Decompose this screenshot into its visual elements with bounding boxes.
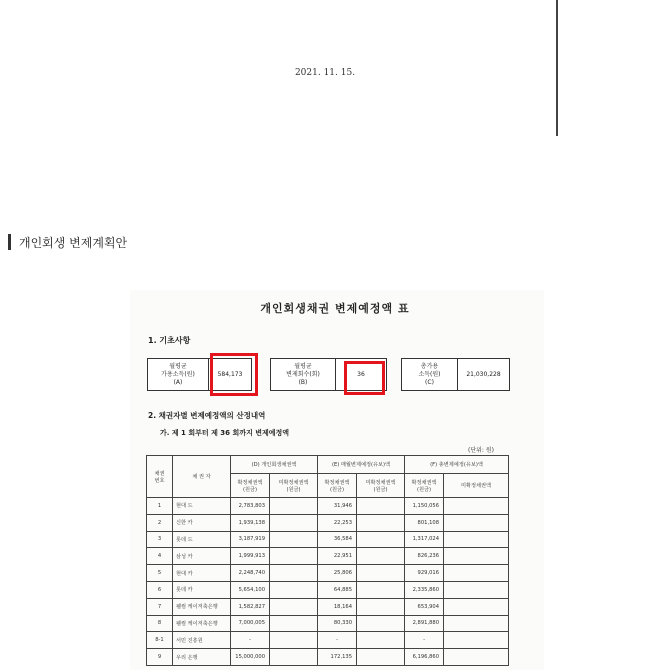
box-b-value: 36	[357, 371, 365, 378]
box-a-label-2: 가용소득(원)	[161, 370, 195, 378]
row-e-confirmed: 36,584	[318, 531, 357, 548]
sub-header-d-unconfirmed: 미확정채권액 (원금)	[270, 474, 318, 498]
row-e-unconfirmed	[357, 632, 405, 649]
sub-header-d-confirmed: 확정채권액 (원금)	[231, 474, 270, 498]
row-e-confirmed: 22,253	[318, 514, 357, 531]
box-b-label	[271, 359, 336, 390]
row-d-unconfirmed	[270, 598, 318, 615]
row-e-unconfirmed	[357, 514, 405, 531]
row-d-confirmed: 2,248,740	[231, 565, 270, 582]
row-e-confirmed: 64,885	[318, 581, 357, 598]
row-f-confirmed: 653,904	[405, 598, 444, 615]
row-f-unconfirmed	[444, 498, 509, 515]
row-creditor: 롯데 카	[173, 581, 231, 598]
row-f-unconfirmed	[444, 649, 509, 666]
row-f-confirmed: 826,236	[405, 548, 444, 565]
row-creditor: 현대 카	[173, 565, 231, 582]
sub-heading: 가. 제 1 회부터 제 36 회까지 변제예정액	[160, 429, 289, 437]
row-e-confirmed: 18,164	[318, 598, 357, 615]
box-total-income	[401, 358, 510, 391]
box-c-label-2: 소득(원)	[418, 370, 441, 378]
row-f-unconfirmed	[444, 615, 509, 632]
box-b-label-1: 월평균	[294, 362, 312, 370]
row-e-unconfirmed	[357, 649, 405, 666]
row-e-unconfirmed	[357, 498, 405, 515]
table-row	[147, 632, 509, 649]
row-d-confirmed: -	[231, 632, 270, 649]
row-d-unconfirmed	[270, 548, 318, 565]
row-e-unconfirmed	[357, 548, 405, 565]
row-d-unconfirmed	[270, 649, 318, 666]
box-c-label-1: 총가용	[420, 362, 439, 370]
row-f-confirmed: 801,108	[405, 514, 444, 531]
row-e-confirmed: 25,806	[318, 565, 357, 582]
row-d-unconfirmed	[270, 581, 318, 598]
row-d-unconfirmed	[270, 565, 318, 582]
row-no: 6	[147, 581, 173, 598]
sub-header-f-confirmed: 확정채권액 (원금)	[405, 474, 444, 498]
row-f-confirmed: 929,016	[405, 565, 444, 582]
section-marker	[8, 234, 11, 250]
box-c-label	[402, 359, 458, 390]
row-d-unconfirmed	[270, 498, 318, 515]
table-row	[147, 531, 509, 548]
row-f-unconfirmed	[444, 514, 509, 531]
group-header-f: (F) 총변제예정(유보)액	[405, 456, 509, 474]
row-f-unconfirmed	[444, 581, 509, 598]
row-e-confirmed: 22,951	[318, 548, 357, 565]
row-creditor: 삼성 카	[173, 548, 231, 565]
row-e-unconfirmed	[357, 598, 405, 615]
row-f-confirmed: 1,317,024	[405, 531, 444, 548]
sub-header-e-confirmed: 확정채권액 (원금)	[318, 474, 357, 498]
row-e-confirmed: 172,135	[318, 649, 357, 666]
repayment-table	[146, 455, 509, 666]
row-f-unconfirmed	[444, 548, 509, 565]
table-row	[147, 615, 509, 632]
row-creditor: 서민 진흥원	[173, 632, 231, 649]
box-a-label	[148, 359, 209, 390]
row-f-confirmed: 2,335,860	[405, 581, 444, 598]
row-f-unconfirmed	[444, 565, 509, 582]
highlight-box-b	[344, 361, 385, 395]
row-d-confirmed: 2,783,803	[231, 498, 270, 515]
row-f-unconfirmed	[444, 598, 509, 615]
box-a-value: 584,173	[217, 371, 243, 378]
row-f-confirmed: 6,196,860	[405, 649, 444, 666]
row-creditor: 우리 은행	[173, 649, 231, 666]
row-no: 4	[147, 548, 173, 565]
row-no: 5	[147, 565, 173, 582]
table-row	[147, 514, 509, 531]
row-d-confirmed: 5,654,100	[231, 581, 270, 598]
row-d-unconfirmed	[270, 632, 318, 649]
row-no: 7	[147, 598, 173, 615]
row-no: 8	[147, 615, 173, 632]
row-d-confirmed: 1,582,827	[231, 598, 270, 615]
row-no: 8-1	[147, 632, 173, 649]
row-no: 1	[147, 498, 173, 515]
page-edge-line	[556, 0, 558, 136]
section-title: 개인회생 변제계획안	[19, 235, 128, 250]
table-row	[147, 565, 509, 582]
box-b-label-2: 변제회수(회)	[286, 370, 320, 378]
row-e-confirmed: 80,330	[318, 615, 357, 632]
row-d-confirmed: 1,939,138	[231, 514, 270, 531]
row-d-unconfirmed	[270, 615, 318, 632]
row-no: 3	[147, 531, 173, 548]
table-row	[147, 548, 509, 565]
row-creditor: 신한 카	[173, 514, 231, 531]
row-f-confirmed: 1,150,056	[405, 498, 444, 515]
row-e-unconfirmed	[357, 565, 405, 582]
row-no: 9	[147, 649, 173, 666]
group-header-e: (E) 매월변제예정(유보)액	[318, 456, 405, 474]
basics-heading: 1. 기초사항	[148, 336, 191, 345]
row-d-confirmed: 1,999,913	[231, 548, 270, 565]
col-header-no: 채권 번호	[147, 456, 173, 498]
row-d-confirmed: 15,000,000	[231, 649, 270, 666]
box-c-value: 21,030,228	[466, 371, 501, 378]
box-b-label-3: (B)	[298, 378, 308, 386]
row-creditor: 웰컴 케이저축은행	[173, 598, 231, 615]
row-d-unconfirmed	[270, 531, 318, 548]
table-row	[147, 581, 509, 598]
box-a-label-1: 월평균	[169, 362, 187, 370]
row-creditor: 롯데 드	[173, 531, 231, 548]
row-f-unconfirmed	[444, 632, 509, 649]
row-d-confirmed: 3,187,919	[231, 531, 270, 548]
table-row	[147, 598, 509, 615]
section-header	[8, 233, 127, 251]
box-c-label-3: (C)	[425, 378, 434, 386]
section2-heading: 2. 채권자별 변제예정액의 산정내역	[148, 411, 266, 420]
highlight-box-a	[210, 353, 258, 396]
row-e-unconfirmed	[357, 531, 405, 548]
row-e-unconfirmed	[357, 581, 405, 598]
row-no: 2	[147, 514, 173, 531]
date-text: 2021. 11. 15.	[294, 68, 356, 78]
unit-label: (단위: 원)	[468, 447, 494, 454]
col-header-creditor: 채 권 자	[173, 456, 231, 498]
table-row	[147, 498, 509, 515]
row-creditor: 웰컴 케이저축은행	[173, 615, 231, 632]
row-creditor: 현대 드	[173, 498, 231, 515]
document-title: 개인회생채권 변제예정액 표	[260, 302, 410, 315]
row-e-confirmed: 31,946	[318, 498, 357, 515]
row-f-confirmed: 2,891,880	[405, 615, 444, 632]
row-f-unconfirmed	[444, 531, 509, 548]
sub-header-e-unconfirmed: 미확정채권액 (원금)	[357, 474, 405, 498]
box-a-label-3: (A)	[173, 378, 183, 386]
sub-header-f-unconfirmed: 미확정채권액	[444, 474, 509, 498]
row-d-unconfirmed	[270, 514, 318, 531]
table-row	[147, 649, 509, 666]
row-e-confirmed: -	[318, 632, 357, 649]
row-e-unconfirmed	[357, 615, 405, 632]
group-header-d: (D) 개인회생채권액	[231, 456, 318, 474]
row-d-confirmed: 7,000,005	[231, 615, 270, 632]
row-f-confirmed: -	[405, 632, 444, 649]
